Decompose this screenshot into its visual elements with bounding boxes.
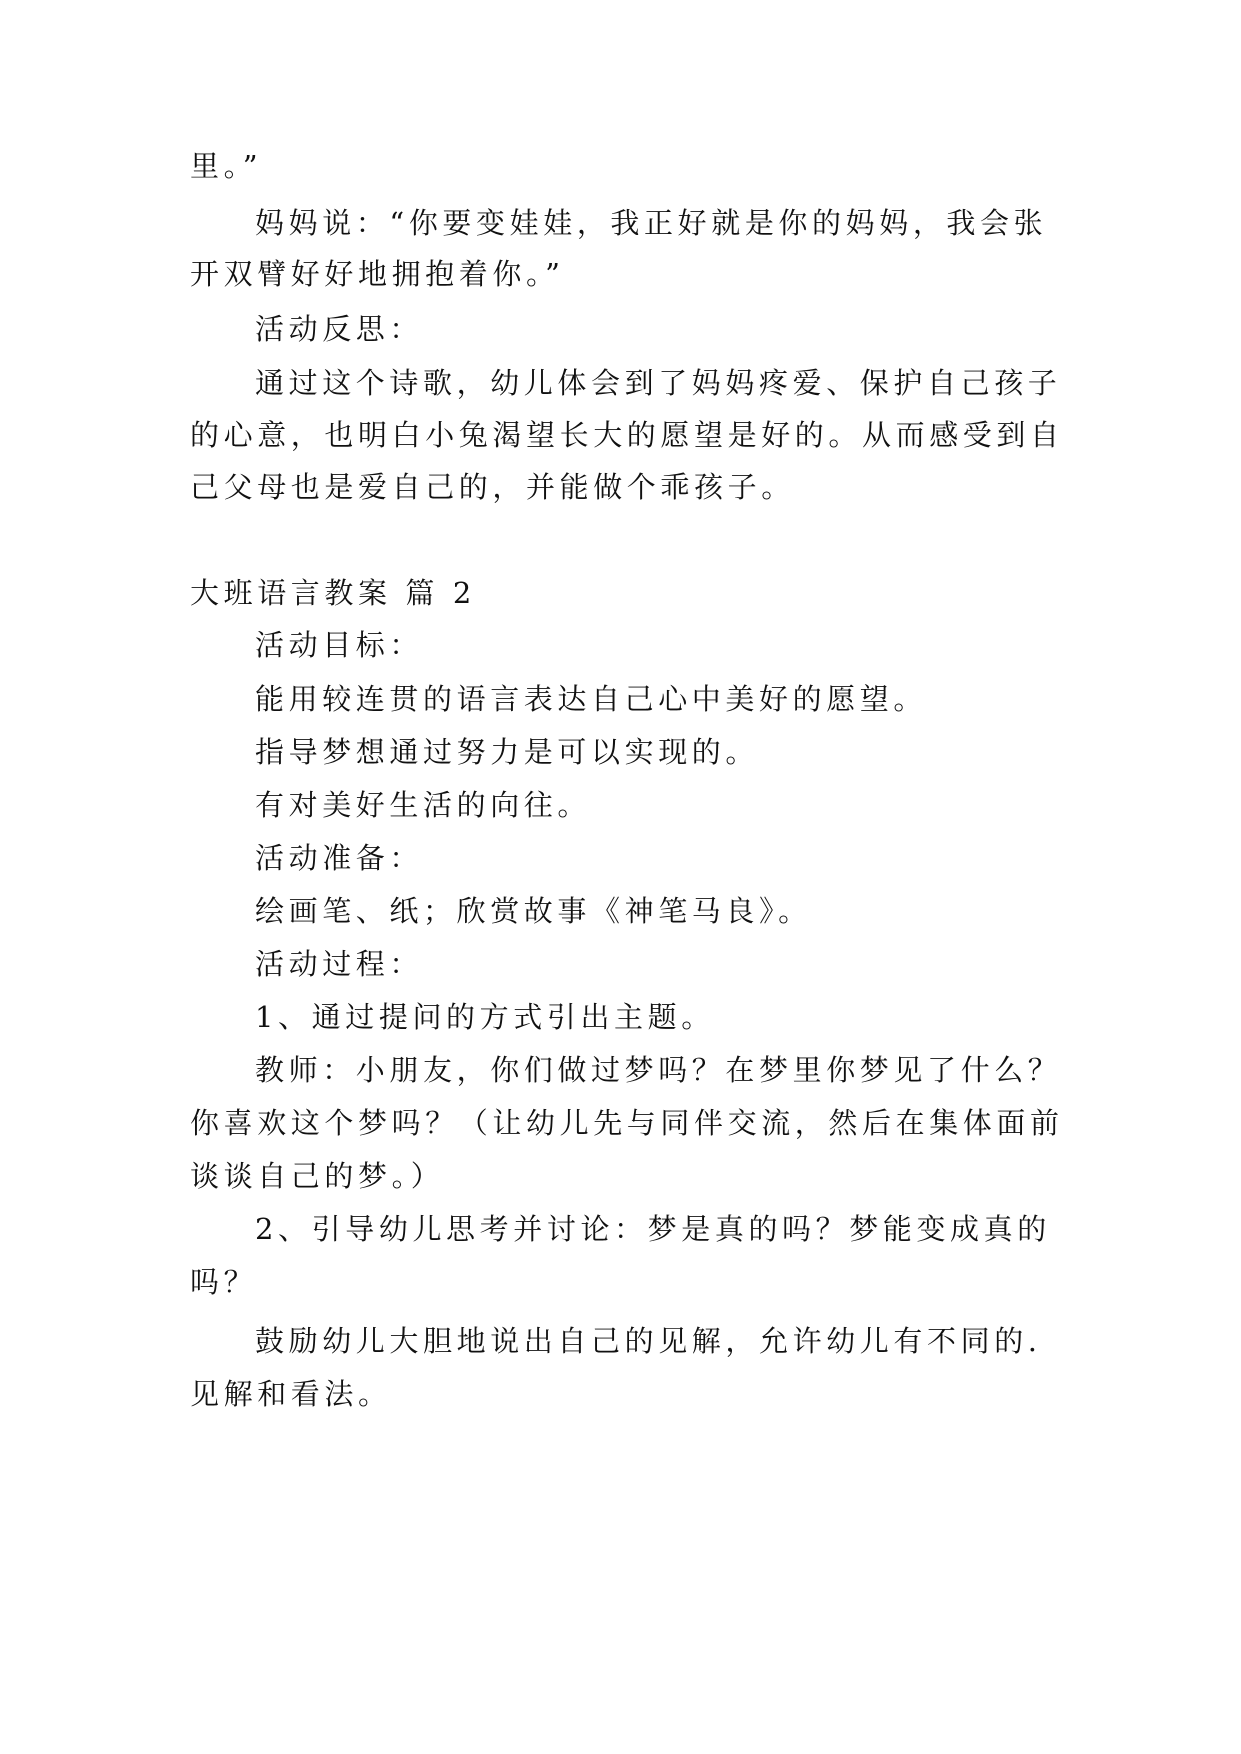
paragraph-line: 能用较连贯的语言表达自己心中美好的愿望。 bbox=[255, 682, 928, 716]
paragraph-line: 的心意，也明白小兔渴望长大的愿望是好的。从而感受到自 bbox=[190, 418, 1064, 452]
paragraph-line: 绘画笔、纸；欣赏故事《神笔马良》。 bbox=[255, 894, 812, 928]
paragraph-line: 见解和看法。 bbox=[190, 1377, 392, 1411]
section-heading: 大班语言教案 篇 2 bbox=[190, 576, 476, 610]
paragraph-line: 鼓励幼儿大胆地说出自己的见解，允许幼儿有不同的. bbox=[255, 1324, 1042, 1358]
paragraph-line: 开双臂好好地拥抱着你。” bbox=[190, 257, 565, 291]
paragraph-line: 吗？ bbox=[190, 1265, 258, 1299]
paragraph-line: 己父母也是爱自己的，并能做个乖孩子。 bbox=[190, 470, 795, 504]
paragraph-line: 指导梦想通过努力是可以实现的。 bbox=[255, 735, 760, 769]
paragraph-line: 谈谈自己的梦。） bbox=[190, 1159, 445, 1193]
paragraph-line: 通过这个诗歌，幼儿体会到了妈妈疼爱、保护自己孩子 bbox=[255, 366, 1062, 400]
paragraph-line: 教师：小朋友，你们做过梦吗？在梦里你梦见了什么？ bbox=[255, 1053, 1062, 1087]
paragraph-line: 活动反思： bbox=[255, 312, 424, 346]
paragraph-line: 里。” bbox=[190, 149, 263, 183]
paragraph-line: 活动准备： bbox=[255, 841, 424, 875]
paragraph-line: 活动过程： bbox=[255, 947, 424, 981]
paragraph-line: 你喜欢这个梦吗？（让幼儿先与同伴交流，然后在集体面前 bbox=[190, 1106, 1064, 1140]
paragraph-line: 1、通过提问的方式引出主题。 bbox=[255, 1000, 715, 1034]
paragraph-line: 活动目标： bbox=[255, 628, 424, 662]
paragraph-line: 妈妈说：“你要变娃娃，我正好就是你的妈妈，我会张 bbox=[255, 206, 1048, 240]
paragraph-line: 2、引导幼儿思考并讨论：梦是真的吗？梦能变成真的 bbox=[255, 1212, 1051, 1246]
paragraph-line: 有对美好生活的向往。 bbox=[255, 788, 592, 822]
